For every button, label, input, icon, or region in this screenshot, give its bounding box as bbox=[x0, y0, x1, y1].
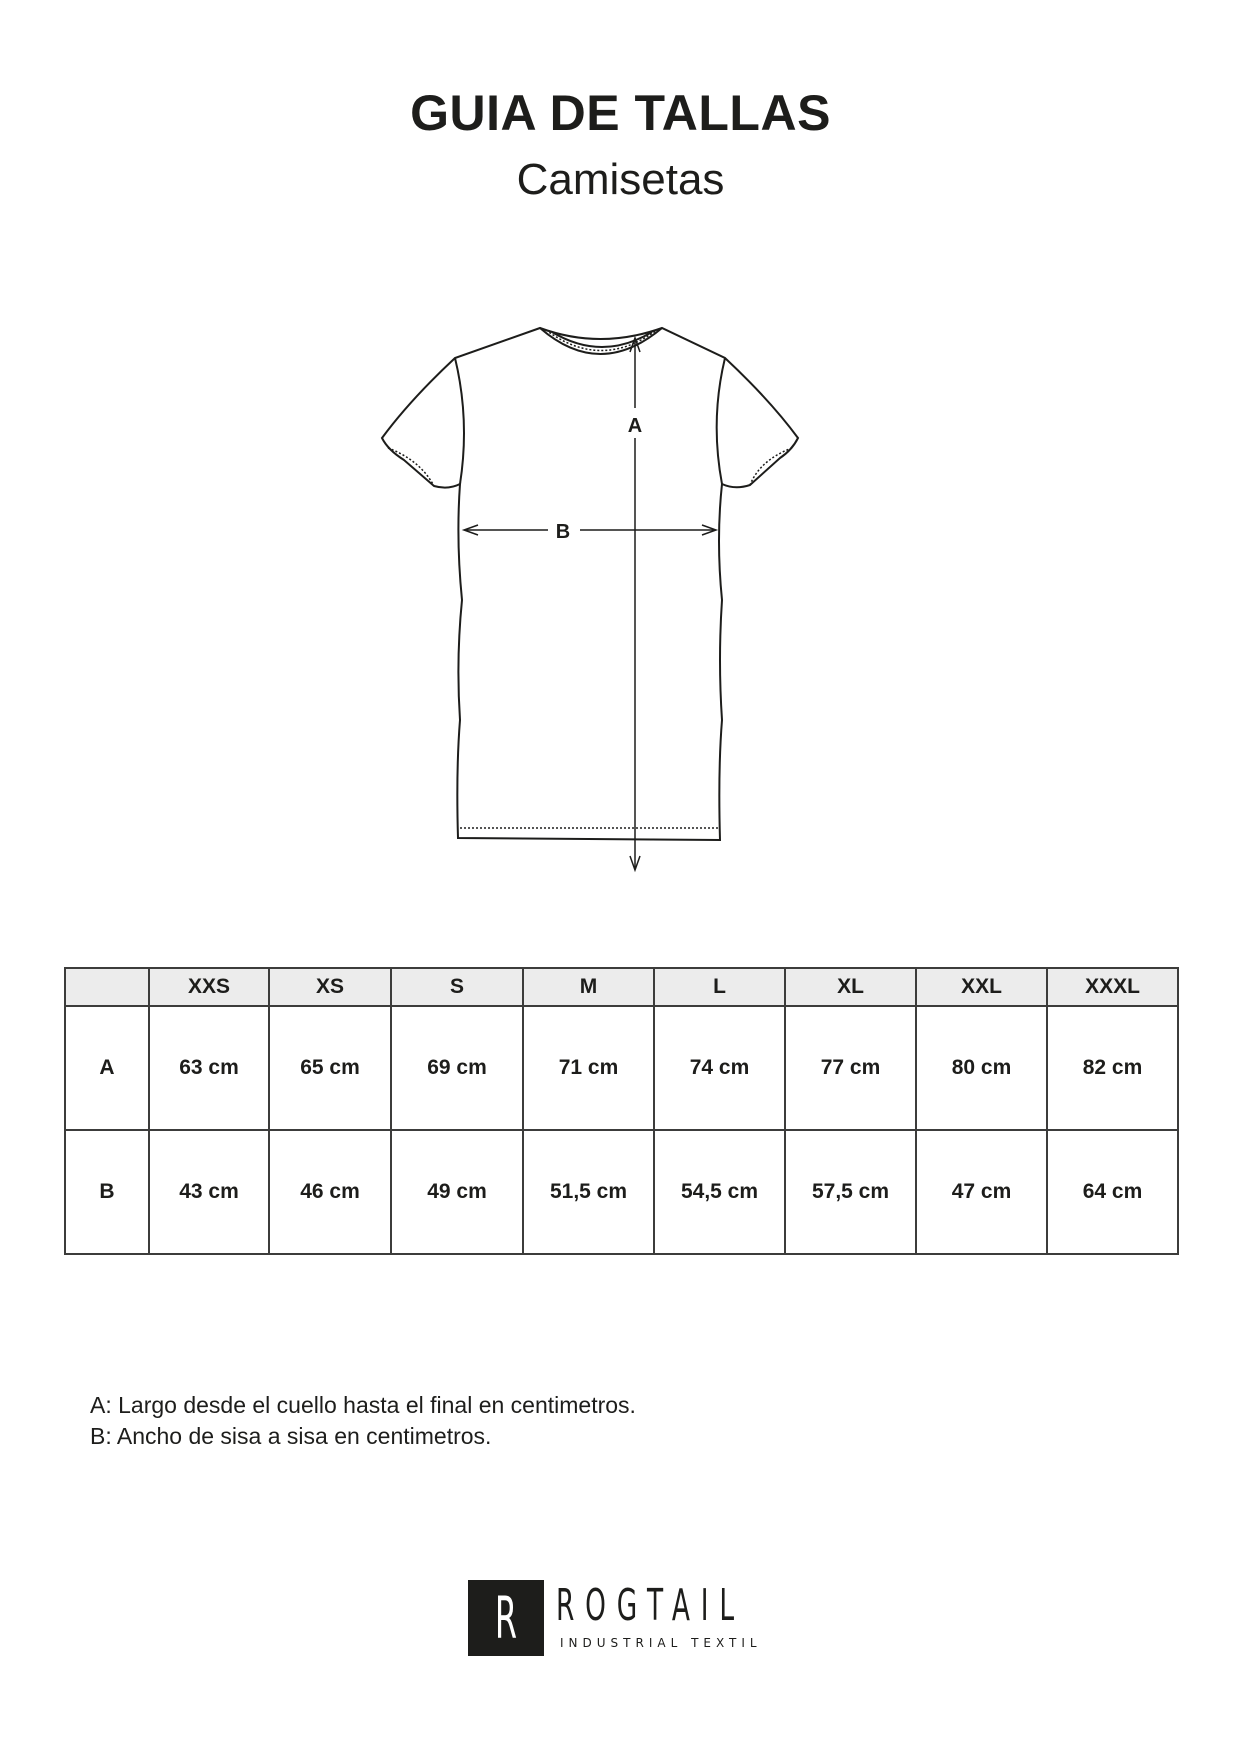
brand-tagline: INDUSTRIAL TEXTIL bbox=[560, 1636, 762, 1650]
table-cell: 54,5 cm bbox=[654, 1130, 785, 1254]
collar-outer bbox=[540, 328, 662, 354]
size-header-m: M bbox=[523, 968, 654, 1006]
dimension-label-a: A bbox=[627, 415, 643, 437]
brand-name: ROGTAIL bbox=[556, 1580, 745, 1631]
table-cell: 47 cm bbox=[916, 1130, 1047, 1254]
corner-cell bbox=[65, 968, 149, 1006]
table-row bbox=[65, 1130, 1178, 1254]
note-a: A: Largo desde el cuello hasta el final en centimetros. bbox=[90, 1392, 636, 1418]
size-header-xxl: XXL bbox=[916, 968, 1047, 1006]
table-cell: 74 cm bbox=[654, 1006, 785, 1130]
table-cell: 77 cm bbox=[785, 1006, 916, 1130]
tshirt-illustration bbox=[330, 300, 910, 880]
table-cell: 46 cm bbox=[269, 1130, 391, 1254]
table-cell: 63 cm bbox=[149, 1006, 269, 1130]
right-sleeve-seam bbox=[717, 358, 725, 484]
dimension-label-b: B bbox=[555, 521, 571, 543]
table-cell: 43 cm bbox=[149, 1130, 269, 1254]
table-cell: 51,5 cm bbox=[523, 1130, 654, 1254]
left-sleeve-seam bbox=[455, 358, 464, 484]
table-cell: 65 cm bbox=[269, 1006, 391, 1130]
size-header-l: L bbox=[654, 968, 785, 1006]
size-header-xxs: XXS bbox=[149, 968, 269, 1006]
row-label-a: A bbox=[65, 1006, 149, 1130]
measurement-notes bbox=[90, 1390, 636, 1452]
size-chart-table bbox=[64, 967, 1179, 1255]
logo-mark bbox=[468, 1580, 544, 1656]
page-subtitle: Camisetas bbox=[516, 155, 725, 204]
table-cell: 49 cm bbox=[391, 1130, 523, 1254]
table-row bbox=[65, 1006, 1178, 1130]
table-cell: 57,5 cm bbox=[785, 1130, 916, 1254]
size-header-xs: XS bbox=[269, 968, 391, 1006]
table-cell: 71 cm bbox=[523, 1006, 654, 1130]
size-header-xl: XL bbox=[785, 968, 916, 1006]
note-b: B: Ancho de sisa a sisa en centimetros. bbox=[90, 1423, 492, 1449]
page-title: GUIA DE TALLAS bbox=[410, 85, 831, 141]
table-cell: 82 cm bbox=[1047, 1006, 1178, 1130]
logo-letter: R bbox=[494, 1584, 518, 1652]
size-header-s: S bbox=[391, 968, 523, 1006]
tshirt-outline bbox=[382, 328, 798, 840]
size-header-row bbox=[65, 968, 1178, 1006]
table-cell: 69 cm bbox=[391, 1006, 523, 1130]
size-header-xxxl: XXXL bbox=[1047, 968, 1178, 1006]
row-label-b: B bbox=[65, 1130, 149, 1254]
brand-logo bbox=[468, 1580, 788, 1656]
table-cell: 80 cm bbox=[916, 1006, 1047, 1130]
table-cell: 64 cm bbox=[1047, 1130, 1178, 1254]
